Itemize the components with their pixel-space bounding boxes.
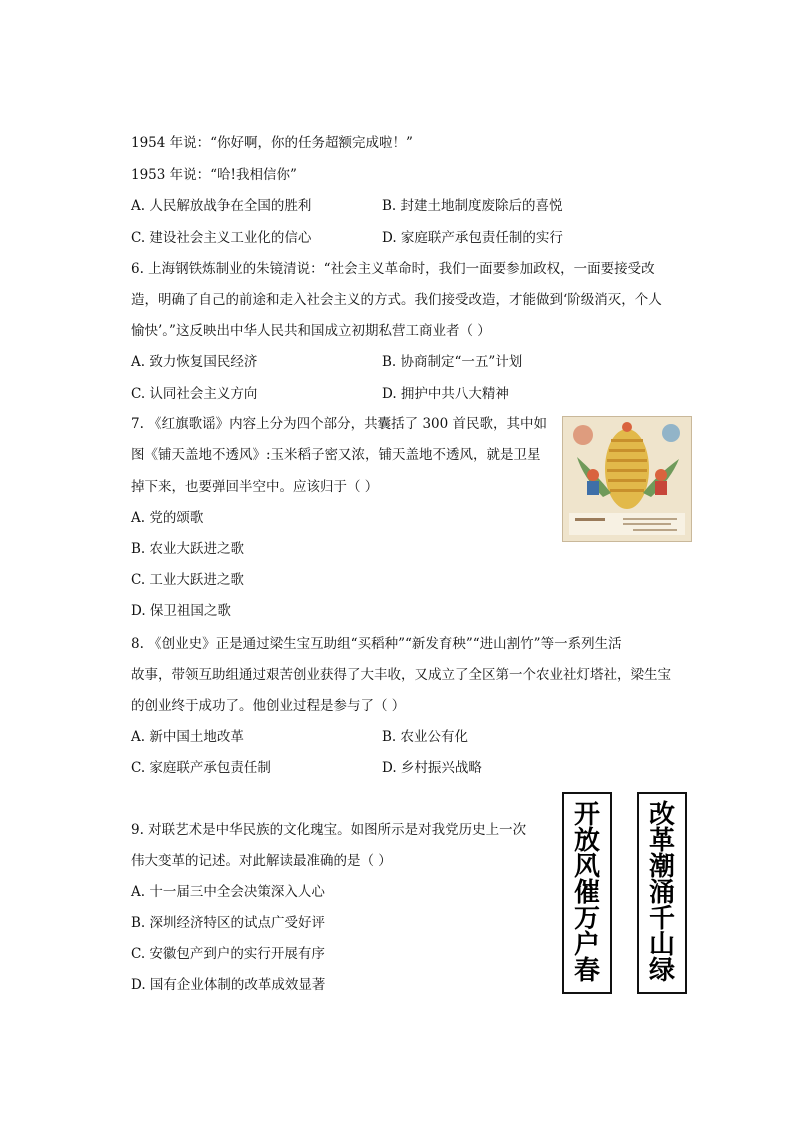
q8-option-c[interactable]: C. 家庭联产承包责任制 xyxy=(131,760,271,776)
couplet-right-scroll xyxy=(637,792,687,994)
q9-option-d[interactable]: D. 国有企业体制的改革成效显著 xyxy=(131,977,326,993)
q9-stem-line-1: 9. 对联艺术是中华民族的文化瑰宝。如图所示是对我党历史上一次 xyxy=(131,822,527,838)
couplet-char: 春 xyxy=(573,956,600,986)
couplet-left-scroll xyxy=(562,792,612,994)
q6-stem-line-1: 6. 上海钢铁炼制业的朱镜清说：“社会主义革命时，我们一面要参加政权，一面要接受改 xyxy=(131,261,655,277)
couplet-char: 山 xyxy=(648,930,675,960)
q7-option-b[interactable]: B. 农业大跃进之歌 xyxy=(131,541,245,557)
couplet-char: 革 xyxy=(648,826,675,856)
quote-1954: 1954 年说：“你好啊，你的任务超额完成啦！” xyxy=(131,135,413,151)
propaganda-poster-image xyxy=(562,416,692,542)
couplet-char: 潮 xyxy=(648,852,675,882)
q8-option-d[interactable]: D. 乡村振兴战略 xyxy=(382,760,482,776)
couplet-char: 涌 xyxy=(648,878,675,908)
couplet-char: 风 xyxy=(573,852,600,882)
couplet-char: 绿 xyxy=(648,956,675,986)
q8-stem-line-3: 的创业终于成功了。他创业过程是参与了（ ） xyxy=(131,698,406,714)
q7-option-d[interactable]: D. 保卫祖国之歌 xyxy=(131,603,231,619)
q9-option-a[interactable]: A. 十一届三中全会决策深入人心 xyxy=(131,884,325,900)
q7-stem-line-1: 7. 《红旗歌谣》内容上分为四个部分，共囊括了 300 首民歌，其中如 xyxy=(131,416,548,432)
q8-option-a[interactable]: A. 新中国土地改革 xyxy=(131,729,244,745)
q8-stem-line-1: 8. 《创业史》正是通过梁生宝互助组“买稻种”“新发育秧”“进山割竹”等一系列生活 xyxy=(131,636,622,652)
q6-option-c[interactable]: C. 认同社会主义方向 xyxy=(131,386,258,402)
q6-option-d[interactable]: D. 拥护中共八大精神 xyxy=(382,386,509,402)
q5-option-a[interactable]: A. 人民解放战争在全国的胜利 xyxy=(131,198,312,214)
q9-option-c[interactable]: C. 安徽包产到户的实行开展有序 xyxy=(131,946,325,962)
couplet-char: 千 xyxy=(648,904,675,934)
q6-option-b[interactable]: B. 协商制定“一五”计划 xyxy=(382,354,523,370)
q6-option-a[interactable]: A. 致力恢复国民经济 xyxy=(131,354,258,370)
couplet-char: 放 xyxy=(573,826,600,856)
couplet-char: 改 xyxy=(648,800,675,830)
q6-stem-line-2: 造，明确了自己的前途和走入社会主义的方式。我们接受改造，才能做到‘阶级消灭，个人 xyxy=(131,292,662,308)
q8-stem-line-2: 故事，带领互助组通过艰苦创业获得了大丰收，又成立了全区第一个农业社灯塔社，梁生宝 xyxy=(131,667,671,683)
couplet-char: 户 xyxy=(573,930,600,960)
q7-option-a[interactable]: A. 党的颂歌 xyxy=(131,510,204,526)
couplet-char: 万 xyxy=(573,904,600,934)
q6-stem-line-3: 愉快’。”这反映出中华人民共和国成立初期私营工商业者（ ） xyxy=(131,323,491,339)
q5-option-d[interactable]: D. 家庭联产承包责任制的实行 xyxy=(382,230,563,246)
couplet-char: 催 xyxy=(573,878,600,908)
q5-option-b[interactable]: B. 封建土地制度废除后的喜悦 xyxy=(382,198,563,214)
q9-stem-line-2: 伟大变革的记述。对此解读最准确的是（ ） xyxy=(131,853,392,869)
q7-stem-line-3: 掉下来，也要弹回半空中。应该归于（ ） xyxy=(131,479,379,495)
quote-1953: 1953 年说：“哈!我相信你” xyxy=(131,167,297,183)
q7-stem-line-2: 图《铺天盖地不透风》:玉米稻子密又浓，铺天盖地不透风，就是卫星 xyxy=(131,447,541,463)
q5-option-c[interactable]: C. 建设社会主义工业化的信心 xyxy=(131,230,312,246)
q7-option-c[interactable]: C. 工业大跃进之歌 xyxy=(131,572,244,588)
q8-option-b[interactable]: B. 农业公有化 xyxy=(382,729,469,745)
q9-option-b[interactable]: B. 深圳经济特区的试点广受好评 xyxy=(131,915,326,931)
couplet-char: 开 xyxy=(573,800,600,830)
